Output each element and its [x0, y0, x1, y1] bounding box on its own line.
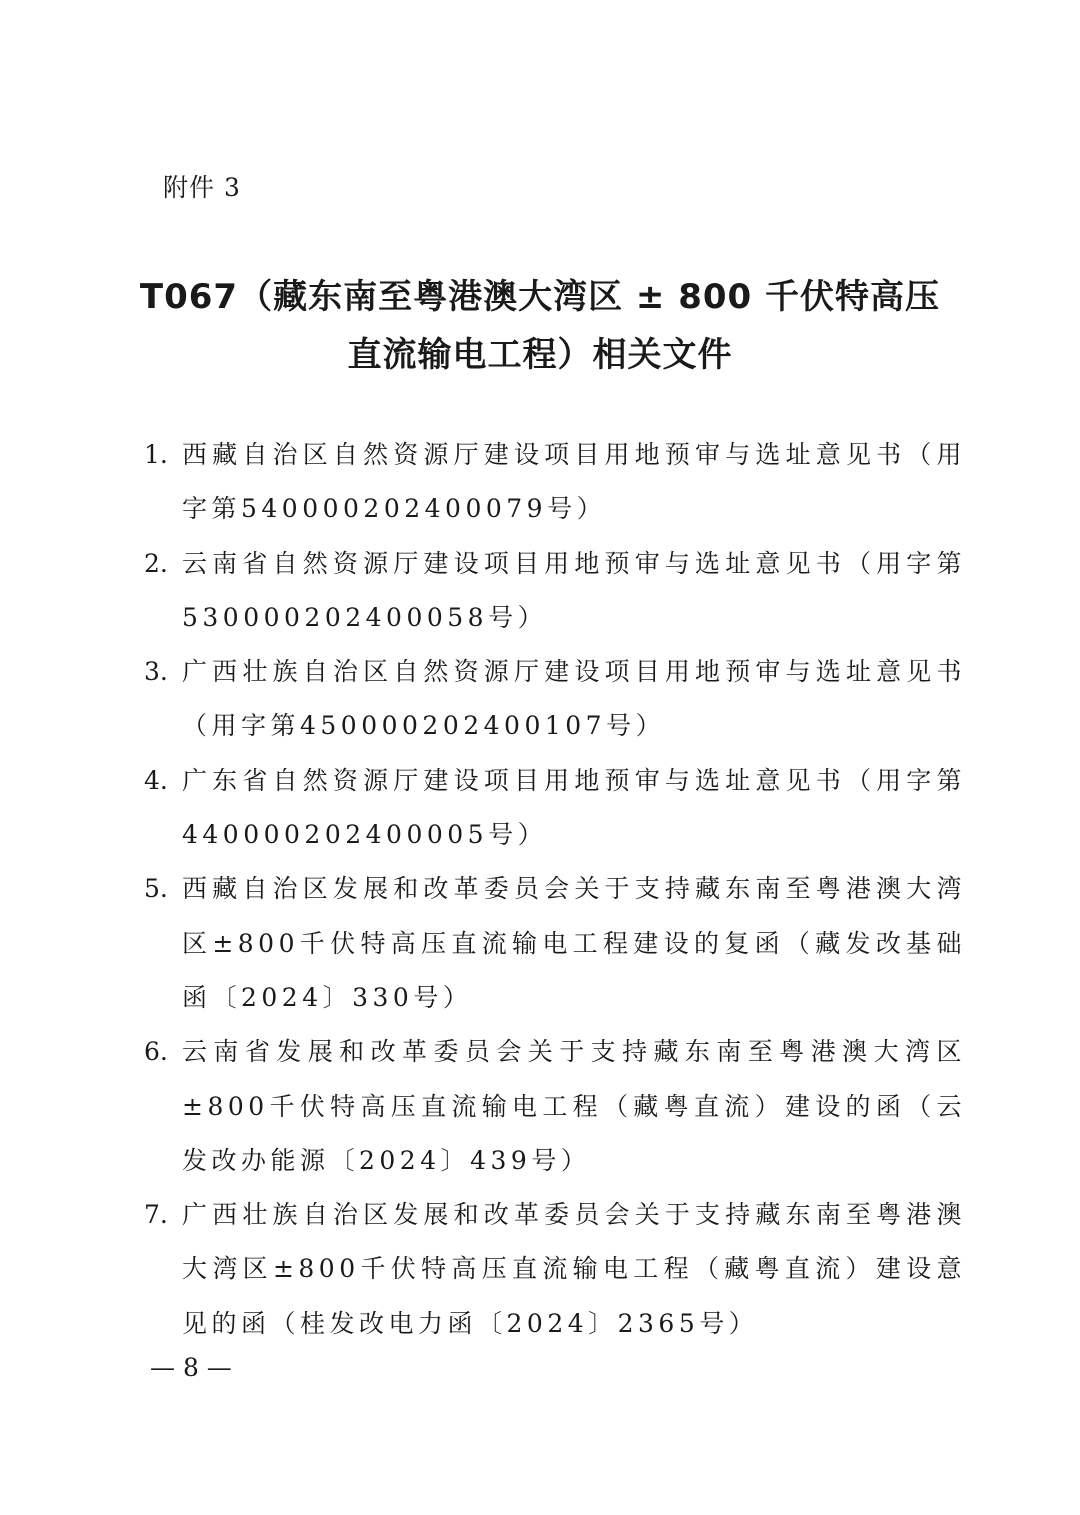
document-title — [100, 268, 980, 384]
title-line-2: 直流输电工程）相关文件 — [347, 335, 733, 375]
document-list — [0, 428, 1080, 1351]
item-number: 3. — [144, 657, 168, 687]
item-number: 7. — [144, 1200, 168, 1230]
list-item — [0, 537, 1080, 646]
list-item — [0, 1025, 1080, 1188]
item-text: 云南省自然资源厅建设项目用地预审与选址意见书（用字第530000202400058号） — [182, 548, 966, 632]
attachment-label: 附件 3 — [163, 173, 241, 202]
item-text: 广东省自然资源厅建设项目用地预审与选址意见书（用字第440000202400005号） — [182, 765, 966, 850]
title-line-1: T067（藏东南至粤港澳大湾区 ± 800 千伏特高压 — [139, 277, 941, 317]
item-number: 4. — [144, 765, 168, 795]
list-item — [0, 862, 1080, 1025]
item-text: 广西壮族自治区发展和改革委员会关于支持藏东南至粤港澳大湾区±800千伏特高压直流输电工程（藏粤直流）建设意见的函（桂发改电力函〔2024〕2365号） — [182, 1200, 966, 1338]
item-text: 云南省发展和改革委员会关于支持藏东南至粤港澳大湾区±800千伏特高压直流输电工程（藏粤直流）建设的函（云发改办能源〔2024〕439号） — [182, 1037, 966, 1175]
item-number: 1. — [144, 440, 168, 469]
item-number: 2. — [144, 548, 168, 578]
item-text: 西藏自治区发展和改革委员会关于支持藏东南至粤港澳大湾区±800千伏特高压直流输电工程建设的复函（藏发改基础函〔2024〕330号） — [182, 874, 966, 1012]
list-item — [0, 645, 1080, 754]
item-number: 6. — [144, 1037, 168, 1067]
item-text: 广西壮族自治区自然资源厅建设项目用地预审与选址意见书（用字第450000202400107号） — [182, 657, 966, 741]
page-number: — 8 — — [150, 1353, 232, 1382]
list-item — [0, 428, 1080, 537]
list-item — [0, 1188, 1080, 1351]
item-text: 西藏自治区自然资源厅建设项目用地预审与选址意见书（用字第540000202400079号） — [182, 440, 966, 524]
list-item — [0, 754, 1080, 863]
item-number: 5. — [144, 874, 168, 904]
